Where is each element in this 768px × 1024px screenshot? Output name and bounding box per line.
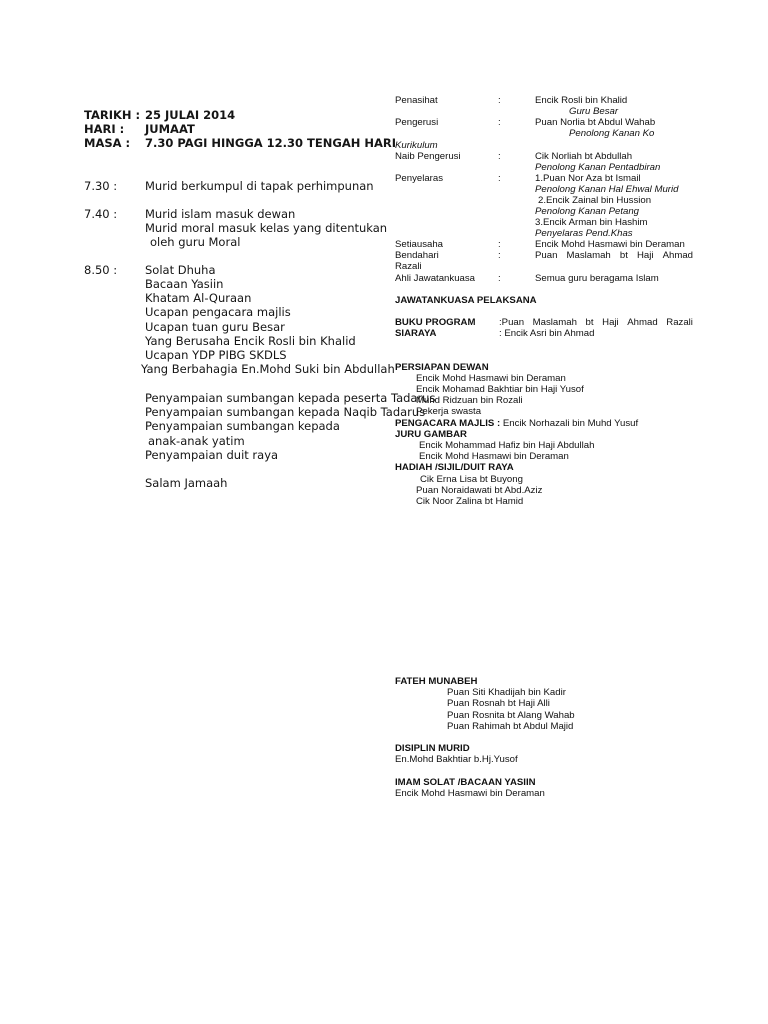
fateh-member: Puan Siti Khadijah bin Kadir xyxy=(447,687,566,698)
schedule-item: Ucapan pengacara majlis xyxy=(145,305,291,319)
committee-sep: : xyxy=(498,151,501,162)
schedule-item: Penyampaian duit raya xyxy=(145,448,279,462)
juru-heading: JURU GAMBAR xyxy=(395,429,467,440)
committee-role: Penyelaras xyxy=(395,173,443,184)
schedule-item: Ucapan tuan guru Besar xyxy=(145,320,285,334)
committee-role: Setiausaha xyxy=(395,239,444,250)
persiapan-member: Encik Mohamad Bakhtiar bin Haji Yusof xyxy=(416,384,584,395)
buku-program-value: :Puan Maslamah bt Haji Ahmad Razali xyxy=(499,317,693,328)
schedule-item: Khatam Al-Quraan xyxy=(145,291,252,305)
committee-name: Encik Mohd Hasmawi bin Deraman xyxy=(535,239,685,250)
committee-title: Penolong Kanan Hal Ehwal Murid xyxy=(535,184,679,195)
hadiah-member: Puan Noraidawati bt Abd.Aziz xyxy=(416,485,543,496)
fateh-member: Puan Rosnah bt Haji Alli xyxy=(447,698,550,709)
pelaksana-heading: JAWATANKUASA PELAKSANA xyxy=(395,295,537,306)
committee-name: 1.Puan Nor Aza bt Ismail xyxy=(535,173,641,184)
schedule-item: anak-anak yatim xyxy=(148,434,245,448)
committee-name: Semua guru beragama Islam xyxy=(535,273,659,284)
fateh-member: Puan Rahimah bt Abdul Majid xyxy=(447,721,574,732)
schedule-item: Penyampaian sumbangan kepada xyxy=(145,419,340,433)
persiapan-member: Encik Mohd Hasmawi bin Deraman xyxy=(416,373,566,384)
schedule-item: Penyampaian sumbangan kepada Naqib Tadarus xyxy=(145,405,426,419)
juru-member: Encik Mohd Hasmawi bin Deraman xyxy=(419,451,569,462)
buku-program-label: BUKU PROGRAM xyxy=(395,317,476,328)
committee-name: Encik Rosli bin Khalid xyxy=(535,95,628,106)
juru-member: Encik Mohammad Hafiz bin Haji Abdullah xyxy=(419,440,595,451)
committee-sep: : xyxy=(498,95,501,106)
committee-title: Kurikulum xyxy=(395,140,438,151)
schedule-item: Ucapan YDP PIBG SKDLS xyxy=(145,348,287,362)
committee-sep: : xyxy=(498,250,501,261)
disiplin-heading: DISIPLIN MURID xyxy=(395,743,470,754)
schedule-time: 8.50 : xyxy=(84,263,118,277)
schedule-item: Murid islam masuk dewan xyxy=(145,207,296,221)
committee-sep: : xyxy=(498,117,501,128)
siaraya-label: SIARAYA xyxy=(395,328,437,339)
schedule-item: Yang Berbahagia En.Mohd Suki bin Abdullah xyxy=(141,362,395,376)
imam-member: Encik Mohd Hasmawi bin Deraman xyxy=(395,788,545,799)
committee-role: Bendahari xyxy=(395,250,439,261)
committee-title: Guru Besar xyxy=(569,106,619,117)
hadiah-member: Cik Erna Lisa bt Buyong xyxy=(420,474,523,485)
schedule-item: Salam Jamaah xyxy=(145,476,228,490)
committee-sep: : xyxy=(498,173,501,184)
committee-title: Penolong Kanan Ko xyxy=(569,128,655,139)
committee-role: Ahli Jawatankuasa xyxy=(395,273,475,284)
masa-value: 7.30 PAGI HINGGA 12.30 TENGAH HARI xyxy=(145,136,397,150)
imam-heading: IMAM SOLAT /BACAAN YASIIN xyxy=(395,777,536,788)
hari-value: JUMAAT xyxy=(145,122,195,136)
committee-role: Pengerusi xyxy=(395,117,439,128)
committee-sep: : xyxy=(498,273,501,284)
persiapan-member: Muhd Ridzuan bin Rozali xyxy=(416,395,523,406)
disiplin-member: En.Mohd Bakhtiar b.Hj.Yusof xyxy=(395,754,518,765)
committee-title: Penolong Kanan Petang xyxy=(535,206,640,217)
fateh-member: Puan Rosnita bt Alang Wahab xyxy=(447,710,575,721)
tarikh-value: 25 JULAI 2014 xyxy=(145,108,236,122)
schedule-time: 7.40 : xyxy=(84,207,118,221)
schedule-item: Murid moral masuk kelas yang ditentukan xyxy=(145,221,388,235)
committee-title: Penolong Kanan Pentadbiran xyxy=(535,162,661,173)
hadiah-member: Cik Noor Zalina bt Hamid xyxy=(416,496,524,507)
schedule-time: 7.30 : xyxy=(84,179,118,193)
masa-label: MASA : xyxy=(84,136,131,150)
committee-name: Cik Norliah bt Abdullah xyxy=(535,151,633,162)
schedule-item: Murid berkumpul di tapak perhimpunan xyxy=(145,179,374,193)
committee-name: 3.Encik Arman bin Hashim xyxy=(535,217,648,228)
schedule-item: Yang Berusaha Encik Rosli bin Khalid xyxy=(145,334,356,348)
pengacara-line: PENGACARA MAJLIS : Encik Norhazali bin Muhd Yusuf xyxy=(395,418,639,429)
siaraya-value: : Encik Asri bin Ahmad xyxy=(499,328,595,339)
tarikh-label: TARIKH : xyxy=(84,108,141,122)
committee-role: Naib Pengerusi xyxy=(395,151,461,162)
committee-name: 2.Encik Zainal bin Hussion xyxy=(538,195,652,206)
hadiah-heading: HADIAH /SIJIL/DUIT RAYA xyxy=(395,462,514,473)
committee-name-wrap: Razali xyxy=(395,261,422,272)
committee-name: Puan Maslamah bt Haji Ahmad xyxy=(535,250,693,261)
fateh-heading: FATEH MUNABEH xyxy=(395,676,478,687)
committee-title: Penyelaras Pend.Khas xyxy=(535,228,633,239)
schedule-item: Penyampaian sumbangan kepada peserta Tadarus xyxy=(145,391,436,405)
persiapan-member: Pekerja swasta xyxy=(416,406,482,417)
committee-role: Penasihat xyxy=(395,95,438,106)
schedule-item: Bacaan Yasiin xyxy=(145,277,224,291)
hari-label: HARI : xyxy=(84,122,125,136)
schedule-item: Solat Dhuha xyxy=(145,263,216,277)
committee-sep: : xyxy=(498,239,501,250)
schedule-item: oleh guru Moral xyxy=(150,235,241,249)
persiapan-heading: PERSIAPAN DEWAN xyxy=(395,362,489,373)
committee-name: Puan Norlia bt Abdul Wahab xyxy=(535,117,656,128)
